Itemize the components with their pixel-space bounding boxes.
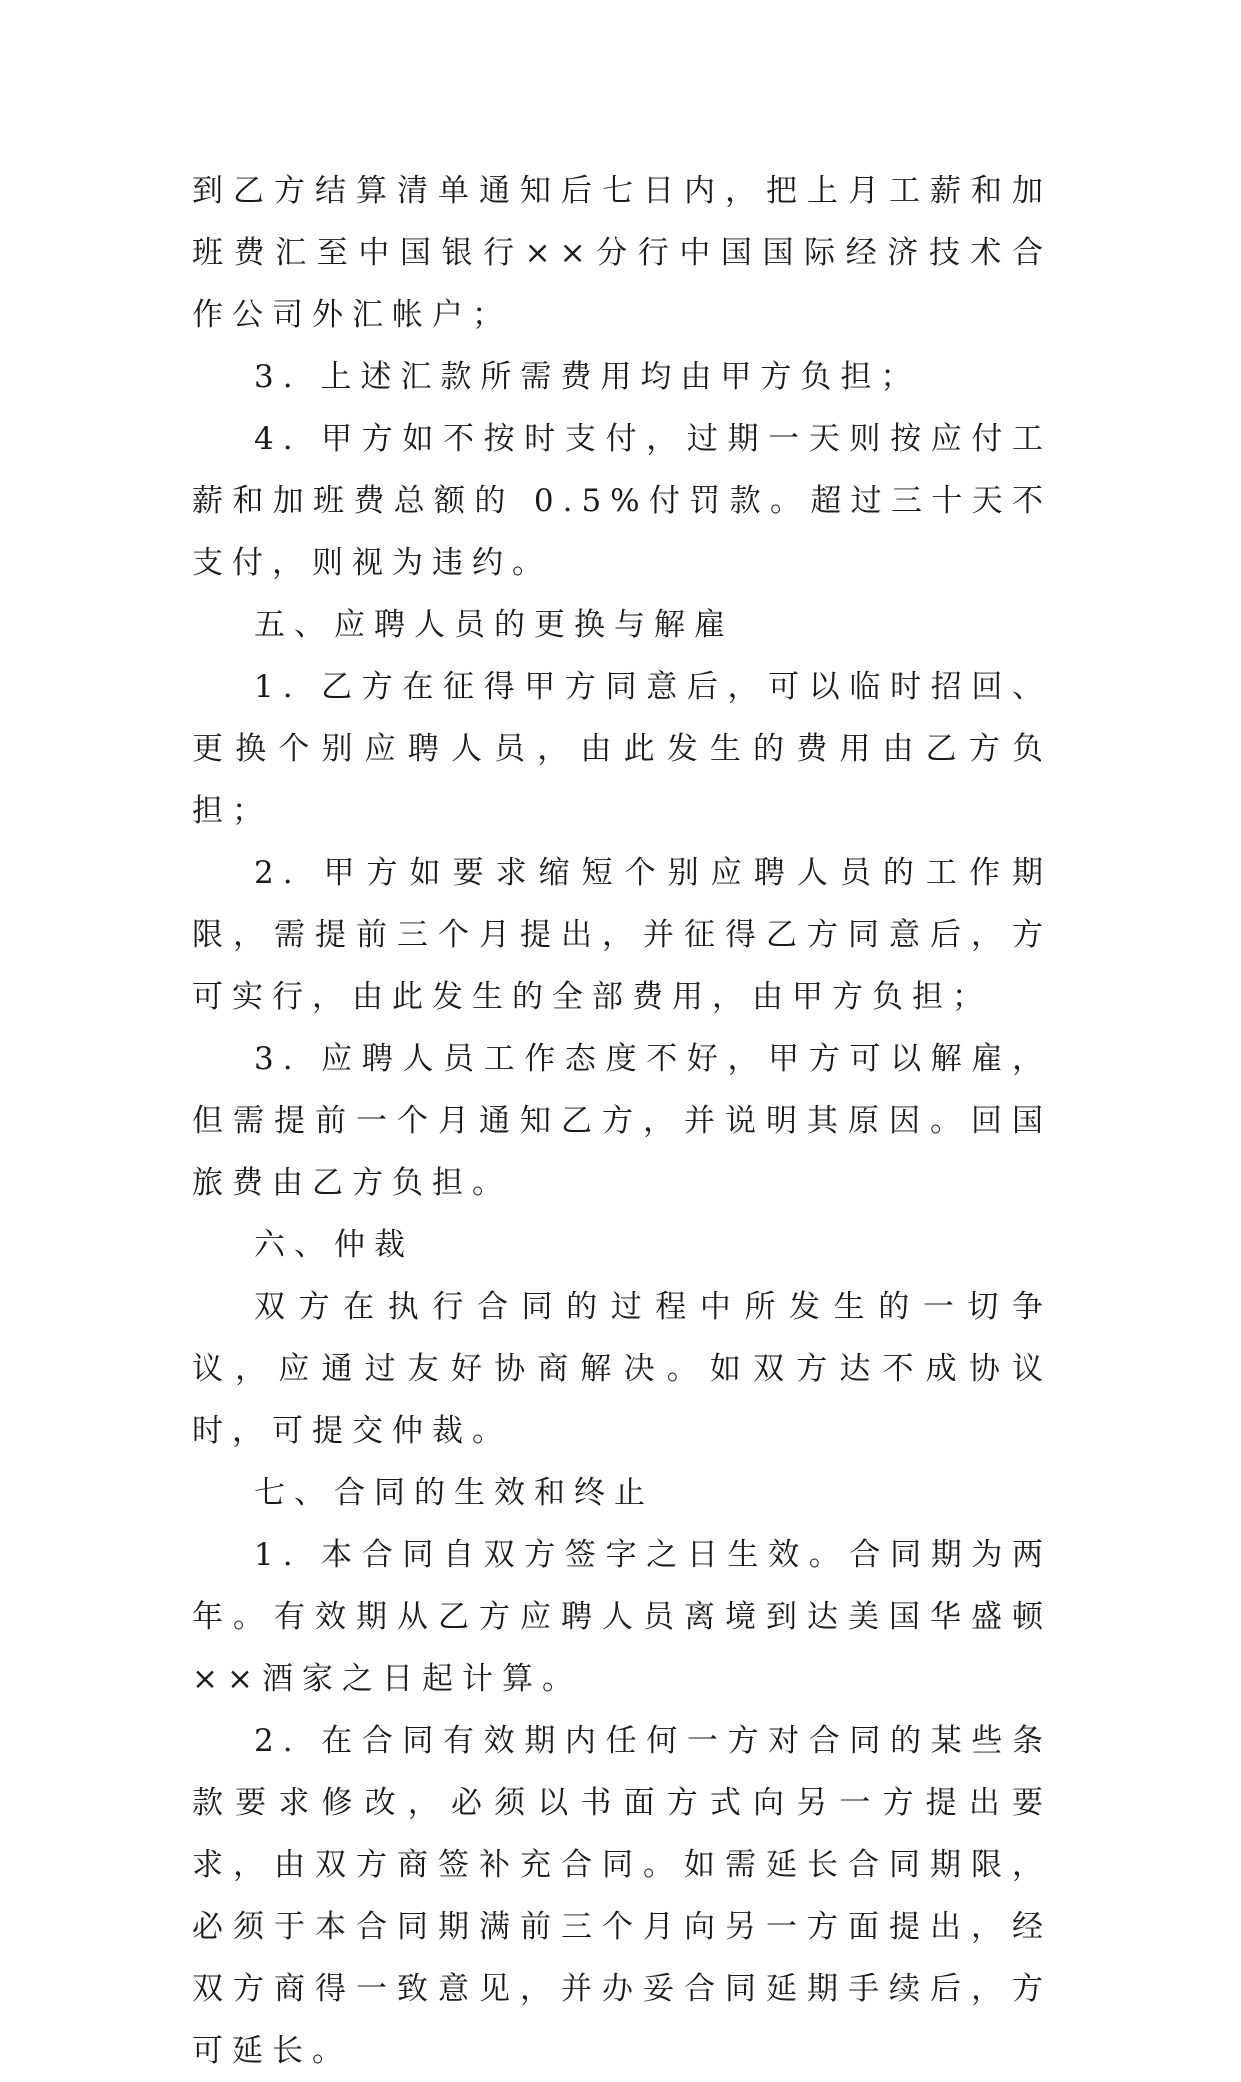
paragraph-recall-replace: 1. 乙方在征得甲方同意后，可以临时招回、更换个别应聘人员，由此发生的费用由乙方负担；: [192, 669, 1052, 829]
paragraph-late-payment-penalty: 4. 甲方如不按时支付，过期一天则按应付工薪和加班费总额的 0.5%付罚款。超过三十天不支付，则视为违约。: [192, 421, 1052, 581]
section-heading-replacement-dismissal: 五、应聘人员的更换与解雇: [254, 607, 734, 643]
document-body: [192, 160, 1052, 2082]
section-heading-effect-termination: 七、合同的生效和终止: [254, 1475, 654, 1511]
paragraph-amendment-extension: 2. 在合同有效期内任何一方对合同的某些条款要求修改，必须以书面方式向另一方提出要求，由双方商签补充合同。如需延长合同期限，必须于本合同期满前三个月向另一方面提出，经双方商得一致意见，并办妥合同延期手续后，方可延长。: [192, 1723, 1052, 2069]
paragraph-dismissal: 3. 应聘人员工作态度不好，甲方可以解雇，但需提前一个月通知乙方，并说明其原因。回国旅费由乙方负担。: [192, 1041, 1052, 1201]
paragraph-effective-date: 1. 本合同自双方签字之日生效。合同期为两年。有效期从乙方应聘人员离境到达美国华盛顿××酒家之日起计算。: [192, 1537, 1052, 1697]
paragraph-remittance-fees: 3. 上述汇款所需费用均由甲方负担；: [254, 359, 921, 395]
paragraph-arbitration: 双方在执行合同的过程中所发生的一切争议，应通过友好协商解决。如双方达不成协议时，可提交仲裁。: [192, 1289, 1052, 1449]
section-heading-arbitration: 六、仲裁: [254, 1227, 414, 1263]
paragraph-shorten-term: 2. 甲方如要求缩短个别应聘人员的工作期限，需提前三个月提出，并征得乙方同意后，方可实行，由此发生的全部费用，由甲方负担；: [192, 855, 1052, 1015]
paragraph-payment-transfer: 到乙方结算清单通知后七日内，把上月工薪和加班费汇至中国银行××分行中国国际经济技术合作公司外汇帐户；: [192, 173, 1052, 333]
